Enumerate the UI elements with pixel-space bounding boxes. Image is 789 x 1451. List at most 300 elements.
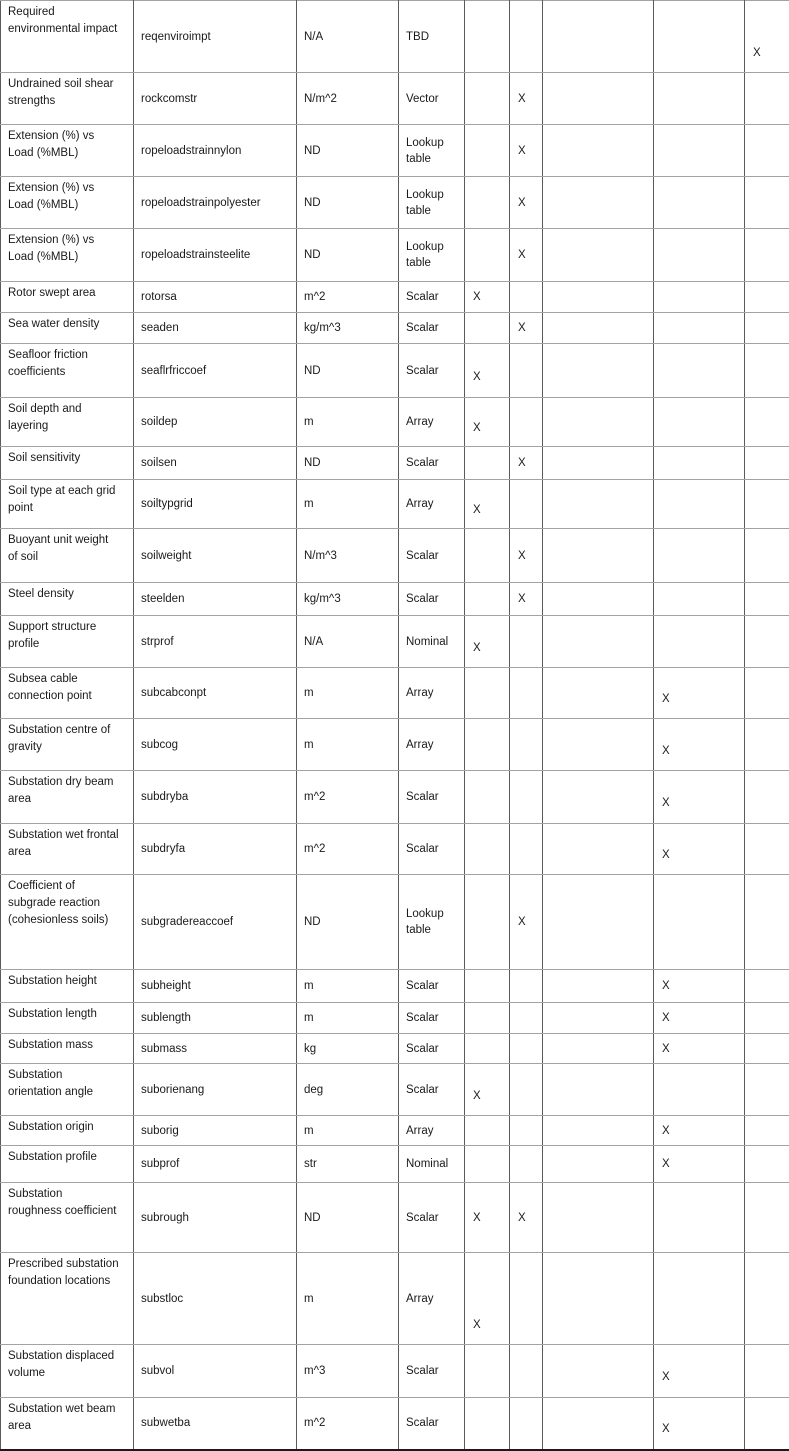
x-mark: X <box>518 549 526 562</box>
parameter-type: Scalar <box>399 970 465 1003</box>
mark-cell-4 <box>654 1253 745 1345</box>
mark-cell-5 <box>745 529 789 583</box>
mark-cell-1 <box>465 1003 510 1034</box>
parameter-variable: steelden <box>134 583 297 616</box>
parameter-description: Undrained soil shear strengths <box>1 73 134 125</box>
table-row <box>1 970 789 1003</box>
mark-cell-2 <box>510 480 543 529</box>
mark-cell-3 <box>543 824 654 875</box>
parameter-variable: reqenviroimpt <box>134 1 297 73</box>
mark-cell-4 <box>654 282 745 313</box>
parameter-variable: strprof <box>134 616 297 668</box>
mark-cell-5 <box>745 1 789 73</box>
mark-cell-4 <box>654 1064 745 1116</box>
mark-cell-4 <box>654 875 745 970</box>
mark-cell-2 <box>510 1398 543 1450</box>
mark-cell-2 <box>510 1116 543 1146</box>
x-mark: X <box>518 144 526 157</box>
parameter-units: ND <box>297 1183 399 1253</box>
mark-cell-5 <box>745 1064 789 1116</box>
mark-cell-1 <box>465 771 510 824</box>
mark-cell-3 <box>543 1146 654 1183</box>
parameter-type: Scalar <box>399 1064 465 1116</box>
mark-cell-3 <box>543 125 654 177</box>
mark-cell-1 <box>465 875 510 970</box>
parameter-units: N/A <box>297 1 399 73</box>
parameter-units: m^2 <box>297 282 399 313</box>
table-row <box>1 1003 789 1034</box>
mark-cell-3 <box>543 1253 654 1345</box>
parameter-type: Scalar <box>399 529 465 583</box>
parameter-units: ND <box>297 447 399 480</box>
parameter-variable: suborig <box>134 1116 297 1146</box>
table-row <box>1 824 789 875</box>
parameter-description: Soil depth and layering <box>1 398 134 447</box>
x-mark: X <box>473 370 481 383</box>
mark-cell-1 <box>465 447 510 480</box>
x-mark: X <box>518 916 526 928</box>
parameter-units: kg/m^3 <box>297 313 399 344</box>
table-row <box>1 480 789 529</box>
parameter-variable: seaden <box>134 313 297 344</box>
mark-cell-3 <box>543 771 654 824</box>
mark-cell-5 <box>745 398 789 447</box>
mark-cell-3 <box>543 1398 654 1450</box>
parameter-description: Buoyant unit weight of soil <box>1 529 134 583</box>
mark-cell-4 <box>654 970 745 1003</box>
mark-cell-5 <box>745 73 789 125</box>
mark-cell-3 <box>543 282 654 313</box>
mark-cell-1 <box>465 719 510 771</box>
mark-cell-5 <box>745 719 789 771</box>
mark-cell-1 <box>465 1116 510 1146</box>
mark-cell-3 <box>543 668 654 719</box>
mark-cell-2 <box>510 719 543 771</box>
mark-cell-2 <box>510 73 543 125</box>
parameter-units: m <box>297 970 399 1003</box>
parameter-description: Substation dry beam area <box>1 771 134 824</box>
table-row <box>1 282 789 313</box>
parameter-variable: subrough <box>134 1183 297 1253</box>
mark-cell-3 <box>543 875 654 970</box>
mark-cell-5 <box>745 1116 789 1146</box>
parameter-type: Scalar <box>399 1398 465 1450</box>
mark-cell-3 <box>543 398 654 447</box>
parameter-type: Lookup table <box>399 177 465 229</box>
x-mark: X <box>518 92 526 105</box>
mark-cell-3 <box>543 529 654 583</box>
mark-cell-2 <box>510 668 543 719</box>
parameter-description: Substation displaced volume <box>1 1345 134 1398</box>
table-row <box>1 771 789 824</box>
parameter-description: Extension (%) vs Load (%MBL) <box>1 229 134 282</box>
x-mark: X <box>518 1211 526 1224</box>
parameter-units: m <box>297 1253 399 1345</box>
x-mark: X <box>662 980 670 992</box>
parameter-type: TBD <box>399 1 465 73</box>
mark-cell-2 <box>510 125 543 177</box>
mark-cell-1 <box>465 1064 510 1116</box>
mark-cell-5 <box>745 875 789 970</box>
parameter-description: Soil sensitivity <box>1 447 134 480</box>
parameter-variable: subdryba <box>134 771 297 824</box>
x-mark: X <box>518 196 526 209</box>
parameter-description: Substation wet beam area <box>1 1398 134 1450</box>
mark-cell-4 <box>654 1345 745 1398</box>
mark-cell-2 <box>510 824 543 875</box>
mark-cell-1 <box>465 344 510 398</box>
x-mark: X <box>518 249 526 261</box>
x-mark: X <box>473 1319 481 1331</box>
mark-cell-5 <box>745 229 789 282</box>
mark-cell-3 <box>543 177 654 229</box>
parameter-type: Array <box>399 398 465 447</box>
mark-cell-3 <box>543 719 654 771</box>
table-row <box>1 125 789 177</box>
parameter-variable: soilsen <box>134 447 297 480</box>
mark-cell-2 <box>510 229 543 282</box>
mark-cell-1 <box>465 125 510 177</box>
parameter-variable: soiltypgrid <box>134 480 297 529</box>
table-row <box>1 1253 789 1345</box>
parameter-type: Scalar <box>399 1003 465 1034</box>
mark-cell-1 <box>465 616 510 668</box>
mark-cell-4 <box>654 719 745 771</box>
mark-cell-3 <box>543 313 654 344</box>
parameter-type: Lookup table <box>399 125 465 177</box>
parameter-units: m <box>297 1116 399 1146</box>
mark-cell-4 <box>654 398 745 447</box>
mark-cell-2 <box>510 398 543 447</box>
parameter-type: Array <box>399 1253 465 1345</box>
mark-cell-1 <box>465 313 510 344</box>
mark-cell-5 <box>745 1183 789 1253</box>
parameter-type: Lookup table <box>399 875 465 970</box>
table-row <box>1 1183 789 1253</box>
mark-cell-2 <box>510 344 543 398</box>
mark-cell-1 <box>465 177 510 229</box>
x-mark: X <box>662 797 670 809</box>
mark-cell-5 <box>745 1398 789 1450</box>
parameter-type: Scalar <box>399 583 465 616</box>
parameter-type: Array <box>399 1116 465 1146</box>
mark-cell-3 <box>543 1345 654 1398</box>
parameter-type: Scalar <box>399 282 465 313</box>
mark-cell-3 <box>543 344 654 398</box>
mark-cell-1 <box>465 1183 510 1253</box>
parameter-units: str <box>297 1146 399 1183</box>
mark-cell-5 <box>745 970 789 1003</box>
mark-cell-4 <box>654 480 745 529</box>
table-row <box>1 447 789 480</box>
parameter-type: Lookup table <box>399 229 465 282</box>
x-mark: X <box>473 641 481 654</box>
parameter-type: Scalar <box>399 447 465 480</box>
parameter-variable: subcabconpt <box>134 668 297 719</box>
parameter-units: m^2 <box>297 824 399 875</box>
x-mark: X <box>753 47 761 59</box>
parameter-description: Substation profile <box>1 1146 134 1183</box>
parameter-description: Substation mass <box>1 1034 134 1064</box>
parameter-type: Scalar <box>399 771 465 824</box>
mark-cell-4 <box>654 1398 745 1450</box>
mark-cell-2 <box>510 1253 543 1345</box>
mark-cell-2 <box>510 616 543 668</box>
mark-cell-4 <box>654 1183 745 1253</box>
mark-cell-4 <box>654 177 745 229</box>
mark-cell-2 <box>510 1064 543 1116</box>
parameter-units: N/A <box>297 616 399 668</box>
x-mark: X <box>518 322 526 334</box>
parameter-variable: subdryfa <box>134 824 297 875</box>
mark-cell-2 <box>510 447 543 480</box>
table-row <box>1 668 789 719</box>
mark-cell-1 <box>465 229 510 282</box>
parameter-type: Scalar <box>399 1345 465 1398</box>
mark-cell-3 <box>543 73 654 125</box>
mark-cell-5 <box>745 824 789 875</box>
mark-cell-3 <box>543 583 654 616</box>
table-row <box>1 1034 789 1064</box>
parameter-description: Subsea cable connection point <box>1 668 134 719</box>
parameter-description: Extension (%) vs Load (%MBL) <box>1 177 134 229</box>
parameter-units: N/m^3 <box>297 529 399 583</box>
parameter-units: ND <box>297 229 399 282</box>
mark-cell-2 <box>510 529 543 583</box>
mark-cell-5 <box>745 313 789 344</box>
mark-cell-4 <box>654 668 745 719</box>
x-mark: X <box>662 1371 670 1383</box>
mark-cell-5 <box>745 480 789 529</box>
mark-cell-3 <box>543 616 654 668</box>
parameter-variable: soildep <box>134 398 297 447</box>
mark-cell-4 <box>654 229 745 282</box>
mark-cell-5 <box>745 771 789 824</box>
mark-cell-2 <box>510 1003 543 1034</box>
parameter-description: Substation height <box>1 970 134 1003</box>
table-row <box>1 1116 789 1146</box>
table-row <box>1 583 789 616</box>
x-mark: X <box>662 849 670 861</box>
parameter-variable: subvol <box>134 1345 297 1398</box>
mark-cell-2 <box>510 583 543 616</box>
parameter-description: Required environmental impact <box>1 1 134 73</box>
mark-cell-2 <box>510 970 543 1003</box>
table-row <box>1 1398 789 1450</box>
table-row <box>1 1345 789 1398</box>
mark-cell-1 <box>465 73 510 125</box>
mark-cell-5 <box>745 125 789 177</box>
parameter-units: m <box>297 398 399 447</box>
parameter-variable: subcog <box>134 719 297 771</box>
mark-cell-5 <box>745 177 789 229</box>
parameter-type: Scalar <box>399 1034 465 1064</box>
mark-cell-1 <box>465 824 510 875</box>
parameter-description: Substation centre of gravity <box>1 719 134 771</box>
parameter-variable: subgradereaccoef <box>134 875 297 970</box>
mark-cell-5 <box>745 616 789 668</box>
parameter-type: Array <box>399 668 465 719</box>
parameter-description: Sea water density <box>1 313 134 344</box>
parameter-description: Seafloor friction coefficients <box>1 344 134 398</box>
mark-cell-5 <box>745 282 789 313</box>
parameter-units: m <box>297 668 399 719</box>
parameter-units: kg/m^3 <box>297 583 399 616</box>
parameter-description: Substation length <box>1 1003 134 1034</box>
x-mark: X <box>473 291 481 303</box>
mark-cell-1 <box>465 480 510 529</box>
x-mark: X <box>473 1089 481 1102</box>
mark-cell-4 <box>654 1 745 73</box>
mark-cell-2 <box>510 771 543 824</box>
parameter-units: m <box>297 719 399 771</box>
parameter-variable: suborienang <box>134 1064 297 1116</box>
mark-cell-2 <box>510 1146 543 1183</box>
mark-cell-4 <box>654 313 745 344</box>
mark-cell-1 <box>465 398 510 447</box>
x-mark: X <box>662 1012 670 1024</box>
parameter-units: ND <box>297 344 399 398</box>
mark-cell-1 <box>465 583 510 616</box>
parameter-description: Rotor swept area <box>1 282 134 313</box>
x-mark: X <box>662 1124 670 1137</box>
parameter-units: kg <box>297 1034 399 1064</box>
parameter-type: Nominal <box>399 616 465 668</box>
mark-cell-1 <box>465 1345 510 1398</box>
mark-cell-5 <box>745 668 789 719</box>
mark-cell-4 <box>654 344 745 398</box>
parameter-units: ND <box>297 177 399 229</box>
parameter-variable: seaflrfriccoef <box>134 344 297 398</box>
parameter-description: Coefficient of subgrade reaction (cohesionless soils) <box>1 875 134 970</box>
parameter-description: Substation wet frontal area <box>1 824 134 875</box>
mark-cell-4 <box>654 1116 745 1146</box>
mark-cell-2 <box>510 282 543 313</box>
table-row <box>1 229 789 282</box>
mark-cell-5 <box>745 1146 789 1183</box>
mark-cell-4 <box>654 447 745 480</box>
parameter-description: Substation roughness coefficient <box>1 1183 134 1253</box>
mark-cell-5 <box>745 1003 789 1034</box>
mark-cell-1 <box>465 668 510 719</box>
mark-cell-2 <box>510 313 543 344</box>
parameter-description: Steel density <box>1 583 134 616</box>
parameter-type: Vector <box>399 73 465 125</box>
mark-cell-3 <box>543 970 654 1003</box>
mark-cell-4 <box>654 616 745 668</box>
mark-cell-4 <box>654 824 745 875</box>
mark-cell-3 <box>543 1034 654 1064</box>
parameter-units: ND <box>297 875 399 970</box>
x-mark: X <box>662 693 670 705</box>
mark-cell-2 <box>510 1345 543 1398</box>
parameters-table-body <box>1 1 789 1450</box>
mark-cell-1 <box>465 282 510 313</box>
mark-cell-3 <box>543 480 654 529</box>
parameter-variable: rockcomstr <box>134 73 297 125</box>
table-row <box>1 616 789 668</box>
mark-cell-1 <box>465 1146 510 1183</box>
mark-cell-4 <box>654 771 745 824</box>
mark-cell-3 <box>543 1003 654 1034</box>
x-mark: X <box>473 504 481 516</box>
mark-cell-5 <box>745 1253 789 1345</box>
mark-cell-3 <box>543 229 654 282</box>
parameter-description: Extension (%) vs Load (%MBL) <box>1 125 134 177</box>
parameter-variable: subprof <box>134 1146 297 1183</box>
x-mark: X <box>473 1211 481 1224</box>
parameter-type: Scalar <box>399 344 465 398</box>
mark-cell-3 <box>543 1116 654 1146</box>
parameter-type: Nominal <box>399 1146 465 1183</box>
mark-cell-5 <box>745 1034 789 1064</box>
mark-cell-4 <box>654 125 745 177</box>
table-row <box>1 73 789 125</box>
mark-cell-2 <box>510 1183 543 1253</box>
mark-cell-4 <box>654 583 745 616</box>
mark-cell-1 <box>465 1398 510 1450</box>
parameter-type: Array <box>399 480 465 529</box>
parameter-units: deg <box>297 1064 399 1116</box>
parameter-type: Array <box>399 719 465 771</box>
mark-cell-2 <box>510 177 543 229</box>
x-mark: X <box>662 1423 670 1436</box>
parameter-description: Soil type at each grid point <box>1 480 134 529</box>
parameter-type: Scalar <box>399 824 465 875</box>
mark-cell-3 <box>543 1183 654 1253</box>
parameter-description: Substation origin <box>1 1116 134 1146</box>
mark-cell-5 <box>745 447 789 480</box>
parameter-description: Prescribed substation foundation locations <box>1 1253 134 1345</box>
parameter-units: m <box>297 480 399 529</box>
parameter-units: m^2 <box>297 1398 399 1450</box>
mark-cell-5 <box>745 344 789 398</box>
mark-cell-2 <box>510 1 543 73</box>
mark-cell-3 <box>543 1 654 73</box>
table-row <box>1 875 789 970</box>
parameter-variable: subwetba <box>134 1398 297 1450</box>
parameter-variable: sublength <box>134 1003 297 1034</box>
x-mark: X <box>662 1158 670 1170</box>
x-mark: X <box>518 593 526 605</box>
mark-cell-3 <box>543 447 654 480</box>
mark-cell-5 <box>745 1345 789 1398</box>
mark-cell-4 <box>654 1146 745 1183</box>
mark-cell-1 <box>465 1034 510 1064</box>
parameter-units: m <box>297 1003 399 1034</box>
parameter-variable: subheight <box>134 970 297 1003</box>
mark-cell-2 <box>510 875 543 970</box>
parameter-units: m^3 <box>297 1345 399 1398</box>
mark-cell-4 <box>654 529 745 583</box>
mark-cell-1 <box>465 529 510 583</box>
x-mark: X <box>662 744 670 757</box>
parameter-description: Support structure profile <box>1 616 134 668</box>
table-row <box>1 177 789 229</box>
mark-cell-4 <box>654 1034 745 1064</box>
mark-cell-2 <box>510 1034 543 1064</box>
mark-cell-4 <box>654 73 745 125</box>
parameter-variable: rotorsa <box>134 282 297 313</box>
mark-cell-1 <box>465 1 510 73</box>
parameter-variable: soilweight <box>134 529 297 583</box>
parameter-units: m^2 <box>297 771 399 824</box>
x-mark: X <box>473 422 481 434</box>
table-row <box>1 529 789 583</box>
mark-cell-1 <box>465 1253 510 1345</box>
parameter-units: N/m^2 <box>297 73 399 125</box>
table-row <box>1 398 789 447</box>
